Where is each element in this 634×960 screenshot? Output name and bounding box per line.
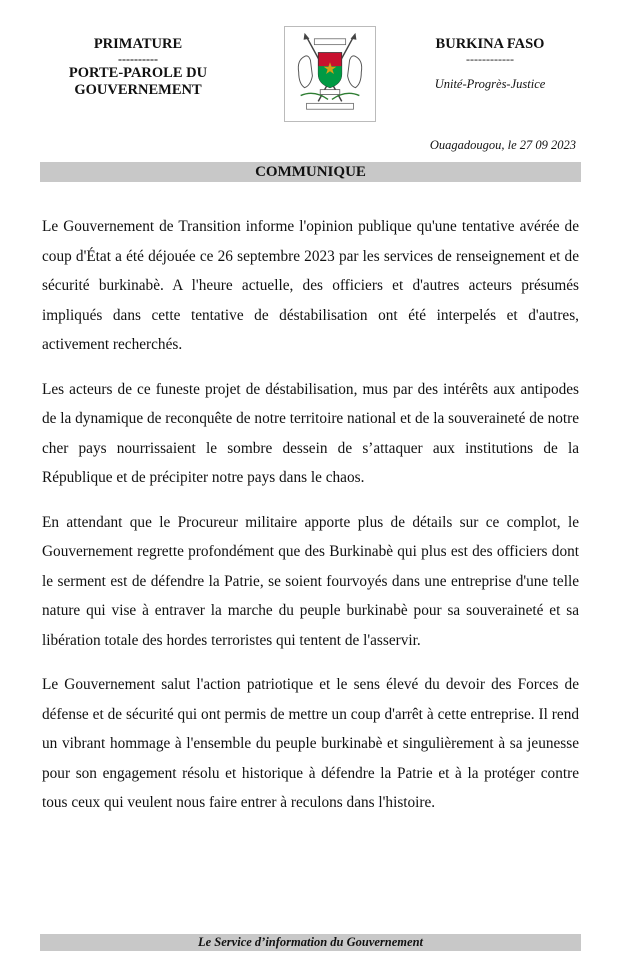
paragraph-2: Les acteurs de ce funeste projet de déstabilisation, mus par des intérêts aux antipodes de la dynamique de reconquête de notre territoire national et de la souveraineté de notre cher pays nourrissaient le sombre dessein de s’attaquer aux institutions de la République et de précipiter notre pays dans le chaos. [42,380,579,486]
document-title: COMMUNIQUE [40,162,581,182]
paragraph-1: Le Gouvernement de Transition informe l'opinion publique qu'une tentative avérée de coup d'État a été déjouée ce 26 septembre 2023 par les services de renseignement et de sécurité burkinabè. A l'heure actuelle, des officiers et d'autres acteurs présumés impliqués dans cette tentative de déstabilisation ont été interpelés et d'autres, activement recherchés. [42,218,579,353]
national-motto: Unité-Progrès-Justice [434,77,546,91]
issuer-line-government: GOUVERNEMENT [74,82,202,98]
issuer-line-spokesperson: PORTE-PAROLE DU [68,65,208,81]
communique-body [42,212,579,833]
country-block [420,36,560,92]
coat-of-arms-icon [284,26,376,122]
country-separator: ------------ [466,52,514,66]
issuer-separator: ---------- [118,52,158,66]
paragraph-4: Le Gouvernement salut l'action patriotique et le sens élevé du devoir des Forces de défense et de sécurité qui ont permis de mettre un coup d'arrêt à cette entreprise. Il rend un vibrant hommage à l'ensemble du peuple burkinabè et singulièrement à sa jeunesse pour son engagement résolu et historique à défendre la Patrie et à la protéger contre tous ceux qui veulent nous faire entrer à reculons dans l'histoire. [42,676,579,811]
issuer-line-primature: PRIMATURE [93,36,183,52]
document-date: Ouagadougou, le 27 09 2023 [429,138,576,152]
country-name: BURKINA FASO [435,36,545,52]
footer-signature: Le Service d’information du Gouvernement [40,934,581,951]
coat-of-arms-graphic [285,27,375,121]
issuer-block [48,36,228,99]
paragraph-3: En attendant que le Procureur militaire apporte plus de détails sur ce complot, le Gouvernement regrette profondément que des Burkinabè qui plus est des officiers dont le serment est de défendre la Patrie, se soient fourvoyés dans une entreprise d'une telle nature qui vise à entraver la marche du peuple burkinabè pour sa souveraineté et sa libération totale des hordes terroristes qui tentent de l'asservir. [42,513,579,649]
